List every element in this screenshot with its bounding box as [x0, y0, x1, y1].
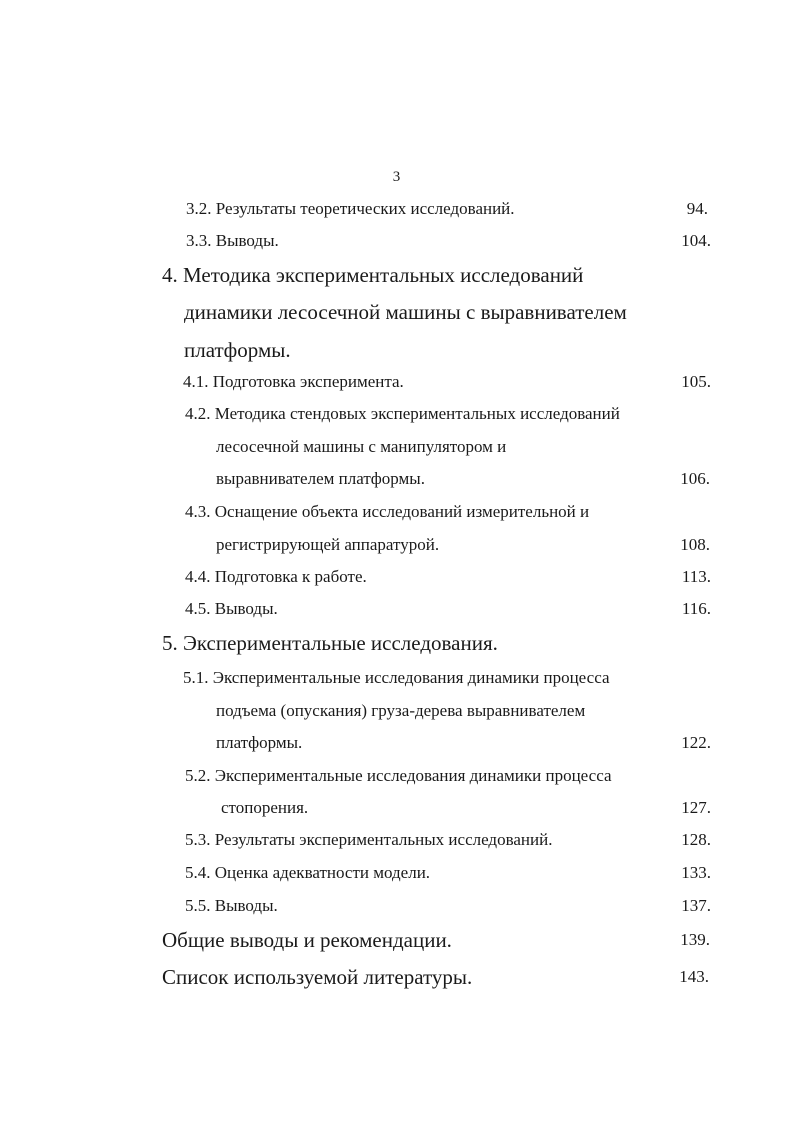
page-number: 3 [392, 169, 401, 185]
toc-entry-5-2-line2: стопорения. [221, 798, 309, 817]
toc-entry-5-4: 5.4. Оценка адекватности модели. [185, 863, 431, 882]
toc-page-references: 143. [679, 967, 709, 986]
toc-page-4-1: 105. [681, 372, 711, 391]
toc-page-4-2: 106. [680, 469, 710, 488]
toc-chapter-5: 5. Экспериментальные исследования. [162, 631, 498, 655]
toc-entry-3-2: 3.2. Результаты теоретических исследований. [186, 199, 515, 218]
toc-page-5-2: 127. [681, 798, 711, 817]
toc-entry-5-2-line1: 5.2. Экспериментальные исследования динамики процесса [185, 766, 612, 785]
toc-entry-5-1-line1: 5.1. Экспериментальные исследования динамики процесса [183, 668, 610, 687]
toc-chapter-4-line2: динамики лесосечной машины с выравнивателем [184, 300, 627, 324]
toc-page-4-5: 116. [681, 599, 711, 618]
toc-entry-5-5: 5.5. Выводы. [185, 896, 278, 915]
toc-page-3-3: 104. [681, 231, 711, 250]
toc-page-5-5: 137. [681, 896, 711, 915]
toc-entry-5-3: 5.3. Результаты экспериментальных исследований. [185, 830, 553, 849]
toc-entry-4-3-line1: 4.3. Оснащение объекта исследований измерительной и [185, 502, 590, 521]
toc-references: Список используемой литературы. [162, 965, 473, 989]
toc-page-5-4: 133. [681, 863, 711, 882]
toc-entry-4-4: 4.4. Подготовка к работе. [185, 567, 367, 586]
toc-chapter-4-line3: платформы. [184, 338, 291, 362]
toc-entry-4-2-line2: лесосечной машины с манипулятором и [216, 437, 507, 456]
toc-entry-4-3-line2: регистрирующей аппаратурой. [216, 535, 440, 554]
toc-page-4-3: 108. [680, 535, 710, 554]
toc-conclusions: Общие выводы и рекомендации. [162, 928, 452, 952]
toc-page-3-2: 94. [686, 199, 708, 218]
toc-entry-3-3: 3.3. Выводы. [186, 231, 279, 250]
toc-entry-4-1: 4.1. Подготовка эксперимента. [183, 372, 404, 391]
toc-entry-4-2-line1: 4.2. Методика стендовых экспериментальных исследований [185, 404, 620, 423]
toc-page-5-3: 128. [681, 830, 711, 849]
toc-chapter-4-line1: 4. Методика экспериментальных исследований [162, 263, 584, 287]
toc-page-4-4: 113. [681, 567, 711, 586]
toc-page-conclusions: 139. [680, 930, 710, 949]
toc-entry-5-1-line2: подъема (опускания) груза-дерева выравнивателем [216, 701, 586, 720]
toc-entry-4-2-line3: выравнивателем платформы. [216, 469, 425, 488]
toc-page-5-1: 122. [681, 733, 711, 752]
toc-entry-5-1-line3: платформы. [216, 733, 303, 752]
toc-entry-4-5: 4.5. Выводы. [185, 599, 278, 618]
